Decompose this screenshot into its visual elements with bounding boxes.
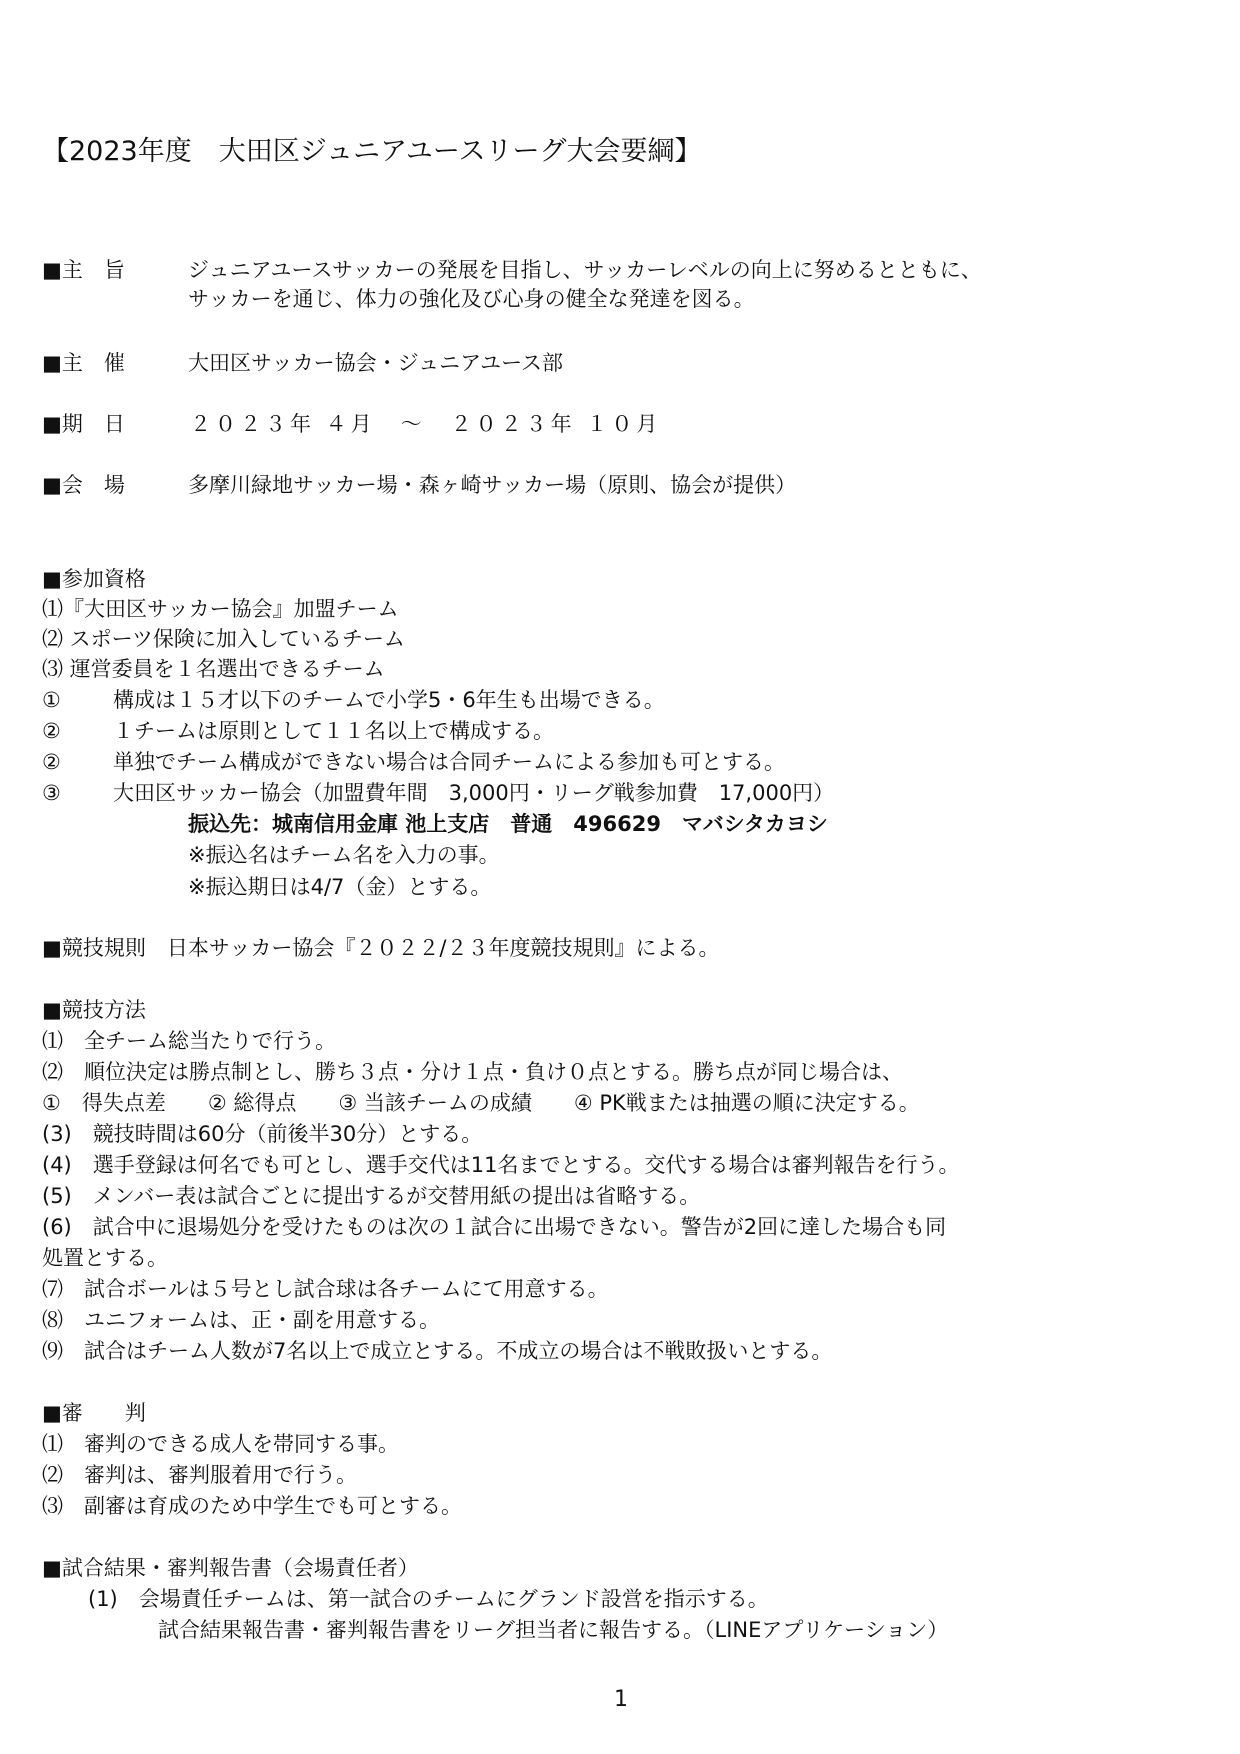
eligibility-heading: ■参加資格 xyxy=(42,567,146,591)
page-number: 1 xyxy=(614,1687,628,1712)
method-line: ⑺ 試合ボールは５号とし試合球は各チームにて用意する。 xyxy=(42,1277,609,1301)
purpose-line-2: サッカーを通じ、体力の強化及び心身の健全な発達を図る。 xyxy=(188,287,755,311)
competition-rules: ■競技規則 日本サッカー協会『２０２２/２３年度競技規則』による。 xyxy=(42,936,720,960)
eligibility-sub-marker: ② xyxy=(42,750,61,774)
venue-value: 多摩川緑地サッカー場・森ヶ崎サッカー場（原則、協会が提供） xyxy=(188,473,797,497)
method-line: 処置とする。 xyxy=(42,1246,168,1270)
method-line: (5) メンバー表は試合ごとに提出するが交替用紙の提出は省略する。 xyxy=(42,1184,701,1208)
transfer-name-note: ※振込名はチーム名を入力の事。 xyxy=(188,843,500,867)
eligibility-item: ⑶ 運営委員を１名選出できるチーム xyxy=(42,657,385,681)
method-line: (6) 試合中に退場処分を受けたものは次の１試合に出場できない。警告が2回に達した場合も同 xyxy=(42,1215,947,1239)
method-line: (4) 選手登録は何名でも可とし、選手交代は11名までとする。交代する場合は審判報告を行う。 xyxy=(42,1153,960,1177)
method-line: ⑻ ユニフォームは、正・副を用意する。 xyxy=(42,1308,440,1332)
referee-line: ⑵ 審判は、審判服着用で行う。 xyxy=(42,1463,357,1487)
eligibility-sub-marker: ③ xyxy=(42,781,61,805)
method-line: ⑵ 順位決定は勝点制とし、勝ち３点・分け１点・負け０点とする。勝ち点が同じ場合は、 xyxy=(42,1060,903,1084)
method-line: ⑴ 全チーム総当たりで行う。 xyxy=(42,1029,336,1053)
method-line: (3) 競技時間は60分（前後半30分）とする。 xyxy=(42,1122,483,1146)
organizer-value: 大田区サッカー協会・ジュニアユース部 xyxy=(188,351,564,375)
purpose-label: ■主 旨 xyxy=(42,258,125,282)
eligibility-item: ⑴『大田区サッカー協会』加盟チーム xyxy=(42,597,399,621)
eligibility-sub-text: 大田区サッカー協会（加盟費年間 3,000円・リーグ戦参加費 17,000円） xyxy=(113,781,835,805)
referee-heading: ■審 判 xyxy=(42,1401,146,1425)
bank-transfer-info: 振込先：城南信用金庫 池上支店 普通 496629 マバシタカヨシ xyxy=(188,812,828,836)
method-heading: ■競技方法 xyxy=(42,998,146,1022)
eligibility-sub-marker: ① xyxy=(42,688,61,712)
transfer-deadline-note: ※振込期日は4/7（金）とする。 xyxy=(188,875,492,899)
eligibility-sub-marker: ② xyxy=(42,719,61,743)
page-title: 【2023年度 大田区ジュニアユースリーグ大会要綱】 xyxy=(42,136,702,167)
results-line-2: 試合結果報告書・審判報告書をリーグ担当者に報告する。（LINEアプリケーション） xyxy=(158,1618,949,1642)
method-line: ① 得失点差 ② 総得点 ③ 当該チームの成績 ④ PK戦または抽選の順に決定する。 xyxy=(42,1091,920,1115)
eligibility-sub-text: 構成は１５才以下のチームで小学5・6年生も出場できる。 xyxy=(113,688,665,712)
purpose-line-1: ジュニアユースサッカーの発展を目指し、サッカーレベルの向上に努めるとともに、 xyxy=(188,258,982,282)
eligibility-item: ⑵ スポーツ保険に加入しているチーム xyxy=(42,627,405,651)
organizer-label: ■主 催 xyxy=(42,351,125,375)
eligibility-sub-text: １チームは原則として１１名以上で構成する。 xyxy=(113,719,554,743)
referee-line: ⑶ 副審は育成のため中学生でも可とする。 xyxy=(42,1494,462,1518)
referee-line: ⑴ 審判のできる成人を帯同する事。 xyxy=(42,1432,399,1456)
period-label: ■期 日 xyxy=(42,412,125,436)
method-line: ⑼ 試合はチーム人数が7名以上で成立とする。不成立の場合は不戦敗扱いとする。 xyxy=(42,1339,833,1363)
results-heading: ■試合結果・審判報告書（会場責任者） xyxy=(42,1556,419,1580)
results-line-1: (1) 会場責任チームは、第一試合のチームにグランド設営を指示する。 xyxy=(88,1587,769,1611)
eligibility-sub-text: 単独でチーム構成ができない場合は合同チームによる参加も可とする。 xyxy=(113,750,785,774)
period-value: ２０２３年 ４月 ～ ２０２３年 １０月 xyxy=(190,412,662,436)
venue-label: ■会 場 xyxy=(42,473,125,497)
